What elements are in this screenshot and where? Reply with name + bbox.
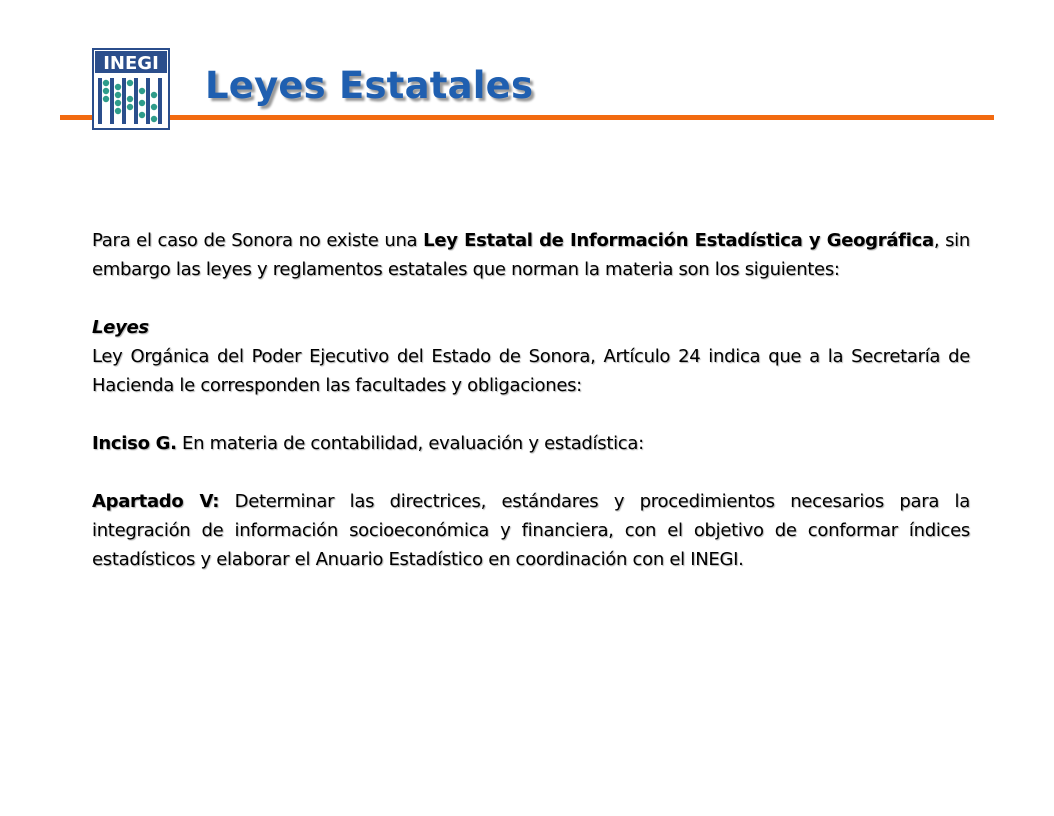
inciso-paragraph — [92, 429, 970, 458]
intro-paragraph — [92, 226, 970, 284]
inciso-text: En materia de contabilidad, evaluación y estadística: — [176, 433, 644, 454]
spacer — [92, 458, 970, 487]
body-text — [92, 226, 970, 574]
inciso-label: Inciso G. — [92, 433, 177, 454]
header-rule — [60, 115, 994, 120]
apartado-text: Determinar las directrices, estándares y procedimientos necesarios para la integración de información socioeconómica y financiera, con el objetivo de conformar índices estadísticos y elaborar el Anuario Estadístico en coordinación con el INEGI. — [92, 491, 970, 570]
inegi-logo — [92, 48, 170, 130]
apartado-label: Apartado V: — [92, 491, 220, 512]
intro-post: , sin embargo las leyes y reglamentos estatales que norman la materia son los siguientes: — [92, 230, 970, 280]
page-title: Leyes Estatales — [205, 64, 534, 107]
intro-pre: Para el caso de Sonora no existe una — [92, 230, 424, 251]
spacer — [92, 400, 970, 429]
apartado-paragraph — [92, 487, 970, 574]
law-name: Ley Estatal de Información Estadística y Geográfica — [423, 230, 934, 251]
logo-text: INEGI — [103, 53, 159, 74]
leyes-heading — [92, 313, 970, 342]
ley-organica-paragraph: Ley Orgánica del Poder Ejecutivo del Estado de Sonora, Artículo 24 indica que a la Secretaría de Hacienda le corresponden las facultades y obligaciones: — [92, 346, 970, 396]
spacer — [92, 284, 970, 313]
leyes-heading-text: Leyes — [92, 317, 149, 338]
